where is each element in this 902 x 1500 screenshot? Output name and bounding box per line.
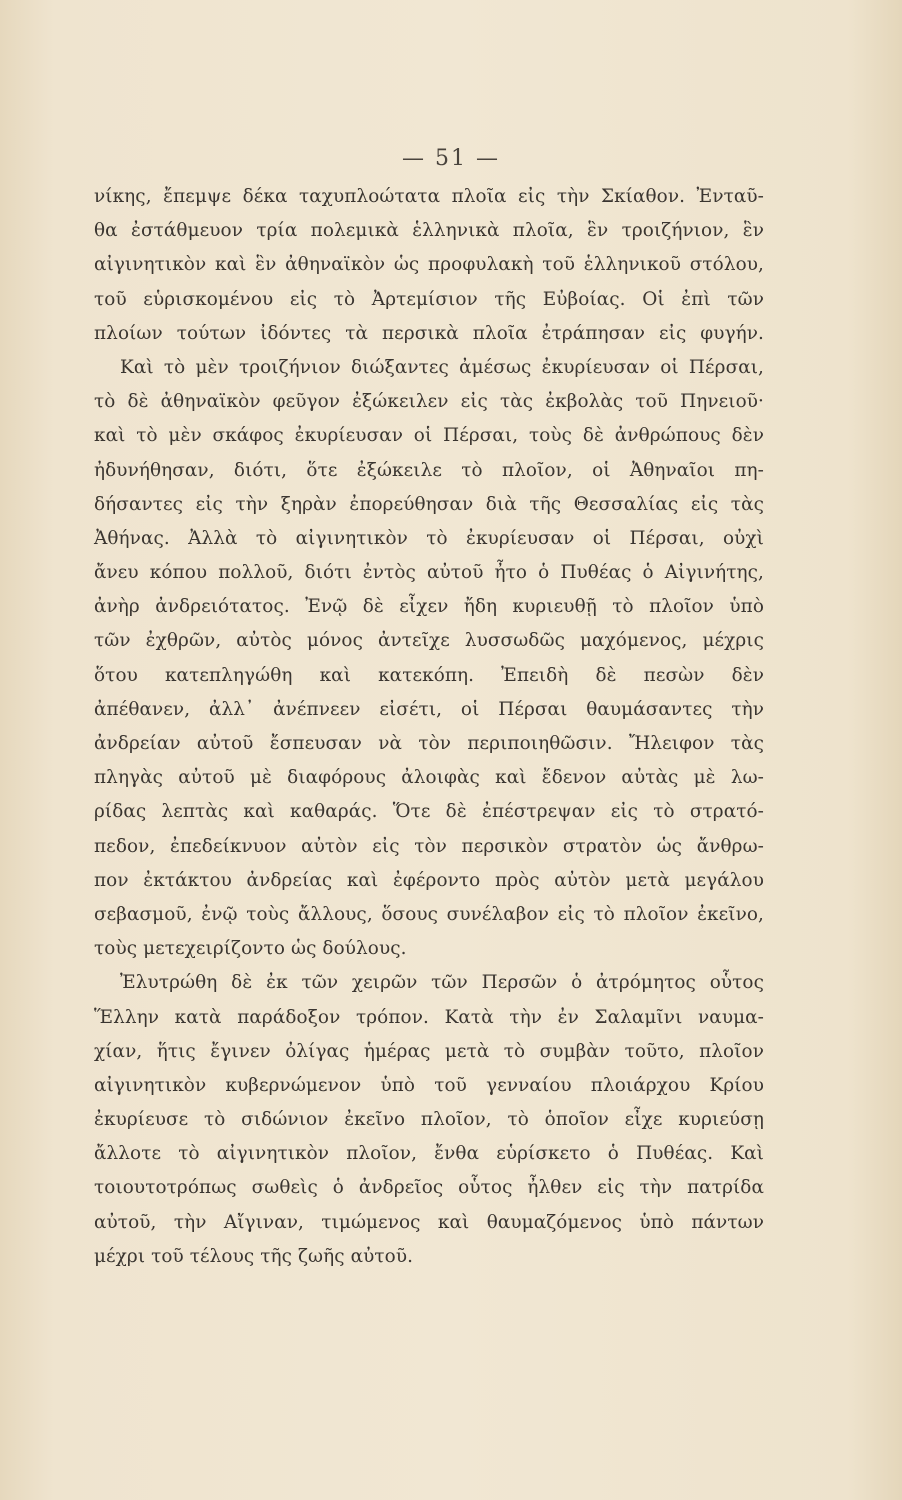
- text-line: ὅτου κατεπληγώθη καὶ κατεκόπη. Ἐπειδὴ δὲ πεσὼν δὲν: [94, 664, 764, 686]
- text-line: τοῦ εὑρισκομένου εἰς τὸ Ἀρτεμίσιον τῆς Εὐβοίας. Οἱ ἐπὶ τῶν: [94, 288, 764, 310]
- text-line: πληγὰς αὐτοῦ μὲ διαφόρους ἀλοιφὰς καὶ ἔδενον αὐτὰς μὲ λω-: [94, 767, 764, 789]
- text-line: καὶ τὸ μὲν σκάφος ἐκυρίευσαν οἱ Πέρσαι, τοὺς δὲ ἀνθρώπους δὲν: [94, 425, 764, 447]
- text-line: ἄνευ κόπου πολλοῦ, διότι ἐντὸς αὐτοῦ ἦτο ὁ Πυθέας ὁ Αἰγινήτης,: [94, 562, 764, 584]
- body-text: [94, 180, 764, 1274]
- text-line: πλοίων τούτων ἰδόντες τὰ περσικὰ πλοῖα ἐτράπησαν εἰς φυγήν.: [94, 322, 764, 344]
- text-line: τῶν ἐχθρῶν, αὐτὸς μόνος ἀντεῖχε λυσσωδῶς μαχόμενος, μέχρις: [94, 630, 764, 652]
- text-line: νίκης, ἔπεμψε δέκα ταχυπλοώτατα πλοῖα εἰς τὴν Σκίαθον. Ἐνταῦ-: [94, 186, 764, 207]
- paragraph-start-line: Καὶ τὸ μὲν τροιζήνιον διώξαντες ἀμέσως ἐκυρίευσαν οἱ Πέρσαι,: [120, 356, 764, 378]
- text-line: δήσαντες εἰς τὴν ξηρὰν ἐπορεύθησαν διὰ τῆς Θεσσαλίας εἰς τὰς: [94, 493, 764, 515]
- paragraph-start-line: Ἐλυτρώθη δὲ ἐκ τῶν χειρῶν τῶν Περσῶν ὁ ἀτρόμητος οὗτος: [120, 972, 764, 994]
- text-line: πον ἐκτάκτου ἀνδρείας καὶ ἐφέροντο πρὸς αὐτὸν μετὰ μεγάλου: [94, 869, 764, 891]
- text-line: ἄλλοτε τὸ αἰγινητικὸν πλοῖον, ἔνθα εὑρίσκετο ὁ Πυθέας. Καὶ: [94, 1143, 764, 1165]
- text-line: ἀνδρείαν αὐτοῦ ἔσπευσαν νὰ τὸν περιποιηθῶσιν. Ἤλειφον τὰς: [94, 733, 764, 754]
- text-line: ἀνὴρ ἀνδρειότατος. Ἐνῷ δὲ εἶχεν ἤδη κυριευθῇ τὸ πλοῖον ὑπὸ: [94, 596, 764, 618]
- text-line: τοιουτοτρόπως σωθεὶς ὁ ἀνδρεῖος οὗτος ἦλθεν εἰς τὴν πατρίδα: [94, 1177, 764, 1199]
- page-number: — 51 —: [402, 146, 500, 171]
- paragraph-end-line: τοὺς μετεχειρίζοντο ὡς δούλους.: [94, 938, 407, 960]
- paragraph-end-line: μέχρι τοῦ τέλους τῆς ζωῆς αὐτοῦ.: [94, 1245, 414, 1267]
- text-line: θα ἐστάθμευον τρία πολεμικὰ ἑλληνικὰ πλοῖα, ἓν τροιζήνιον, ἓν: [94, 220, 764, 242]
- text-line: σεβασμοῦ, ἐνῷ τοὺς ἄλλους, ὅσους συνέλαβον εἰς τὸ πλοῖον ἐκεῖνο,: [94, 903, 764, 925]
- text-line: ἠδυνήθησαν, διότι, ὅτε ἐξώκειλε τὸ πλοῖον, οἱ Ἀθηναῖοι πη-: [94, 459, 764, 481]
- text-line: ἀπέθανεν, ἀλλ᾽ ἀνέπνεεν εἰσέτι, οἱ Πέρσαι θαυμάσαντες τὴν: [94, 698, 764, 720]
- text-line: Ἕλλην κατὰ παράδοξον τρόπον. Κατὰ τὴν ἐν Σαλαμῖνι ναυμα-: [94, 1006, 764, 1028]
- text-line: Ἀθήνας. Ἀλλὰ τὸ αἰγινητικὸν τὸ ἐκυρίευσαν οἱ Πέρσαι, οὐχὶ: [94, 527, 764, 549]
- text-line: πεδον, ἐπεδείκνυον αὐτὸν εἰς τὸν περσικὸν στρατὸν ὡς ἄνθρω-: [94, 835, 764, 857]
- text-line: χίαν, ἥτις ἔγινεν ὀλίγας ἡμέρας μετὰ τὸ συμβὰν τοῦτο, πλοῖον: [94, 1040, 764, 1062]
- text-line: αἰγινητικὸν κυβερνώμενον ὑπὸ τοῦ γενναίου πλοιάρχου Κρίου: [94, 1074, 764, 1096]
- text-line: ρίδας λεπτὰς καὶ καθαράς. Ὅτε δὲ ἐπέστρεψαν εἰς τὸ στρατό-: [94, 801, 764, 823]
- text-line: τὸ δὲ ἀθηναϊκὸν φεῦγον ἐξώκειλεν εἰς τὰς ἐκβολὰς τοῦ Πηνειοῦ·: [94, 391, 764, 413]
- text-line: αὐτοῦ, τὴν Αἴγιναν, τιμώμενος καὶ θαυμαζόμενος ὑπὸ πάντων: [94, 1211, 764, 1233]
- text-line: αἰγινητικὸν καὶ ἓν ἀθηναϊκὸν ὡς προφυλακὴ τοῦ ἑλληνικοῦ στόλου,: [94, 254, 764, 276]
- text-line: ἐκυρίευσε τὸ σιδώνιον ἐκεῖνο πλοῖον, τὸ ὁποῖον εἶχε κυριεύσῃ: [94, 1109, 764, 1131]
